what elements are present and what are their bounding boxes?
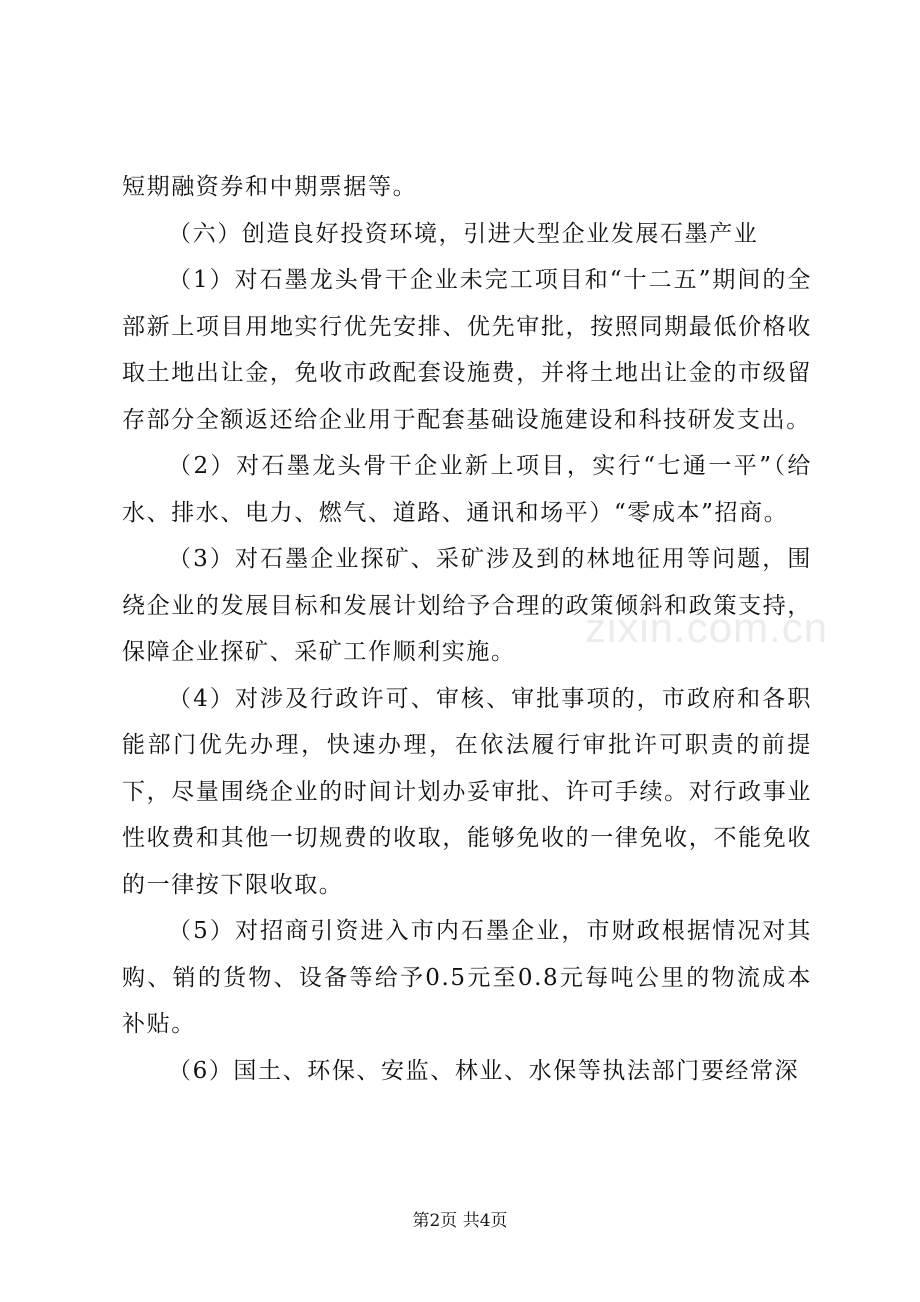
paragraph-item-5: （5）对招商引资进入市内石墨企业，市财政根据情况对其购、销的货物、设备等给予0.5元至0.8元每吨公里的物流成本补贴。 [122,918,812,1037]
page-footer: 第2页 共4页 [412,1211,508,1231]
paragraph-item-3: （3）对石墨企业探矿、采矿涉及到的林地征用等问题，围绕企业的发展目标和发展计划给予合理的政策倾斜和政策支持，保障企业探矿、采矿工作顺利实施。 [122,546,812,665]
watermark: zixin.com.cn [585,604,829,651]
section-heading-6: （六）创造良好投资环境，引进大型企业发展石墨产业 [168,220,759,247]
paragraph-item-2: （2）对石墨龙头骨干企业新上项目，实行“七通一平”（给水、排水、电力、燃气、道路、通讯和场平）“零成本”招商。 [122,453,812,526]
paragraph-item-6: （6）国土、环保、安监、林业、水保等执法部门要经常深 [168,1057,800,1084]
paragraph-item-1: （1）对石墨龙头骨干企业未完工项目和“十二五”期间的全部新上项目用地实行优先安排、优先审批，按照同期最低价格收取土地出让金，免收市政配套设施费，并将土地出让金的市级留存部分全额返还给企业用于配套基础设施建设和科技研发支出。 [122,267,812,433]
paragraph-continuation: 短期融资券和中期票据等。 [122,174,418,200]
paragraph-item-4: （4）对涉及行政许可、审核、审批事项的，市政府和各职能部门优先办理，快速办理，在依法履行审批许可职责的前提下，尽量围绕企业的时间计划办妥审批、许可手续。对行政事业性收费和其他一切规费的收取，能够免收的一律免收，不能免收的一律按下限收取。 [122,685,812,898]
